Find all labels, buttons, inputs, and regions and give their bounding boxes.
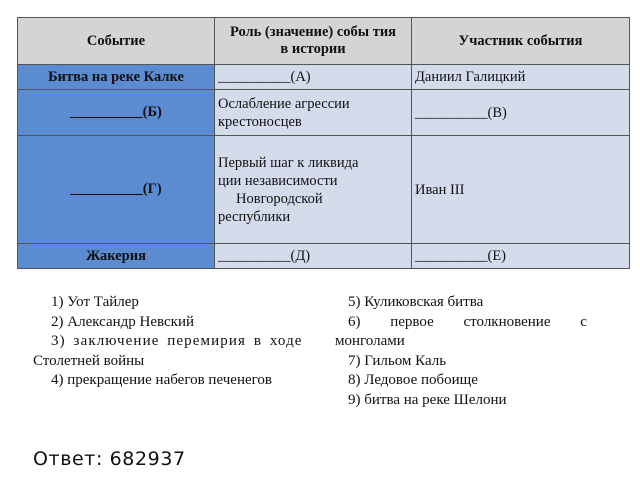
event-cell: Жакерия (18, 244, 215, 269)
participant-cell: Даниил Галицкий (412, 65, 630, 90)
option-item: 6) первое столкновение с (348, 313, 587, 330)
option-item: 1) Уот Тайлер (51, 294, 139, 310)
option-item: 8) Ледовое побоище (348, 372, 478, 388)
answer-text: Ответ: 682937 (33, 448, 186, 470)
option-item: 9) битва на реке Шелони (348, 391, 507, 408)
event-cell: __________(Б) (18, 90, 215, 136)
event-cell: __________(Г) (18, 136, 215, 244)
option-item: 4) прекращение набегов печенегов (51, 372, 272, 388)
role-cell: __________(А) (215, 65, 412, 90)
options-right-column (335, 293, 626, 410)
role-line: ции независимости (218, 172, 338, 189)
role-line: Первый шаг к ликвида (218, 154, 359, 171)
option-item: 5) Куликовская битва (348, 294, 484, 310)
option-item: 7) Гильом Каль (348, 352, 447, 369)
option-item-continuation: монголами (335, 333, 405, 349)
options-left-column (33, 293, 343, 391)
role-cell: Ослабление агрессии крестоносцев (215, 90, 412, 136)
events-table (17, 17, 630, 269)
header-role: Роль (значение) собы тия в истории (215, 18, 412, 65)
table-row (18, 244, 630, 269)
option-item: 3) заключение перемирия в ходе (51, 333, 303, 349)
role-line: республики (218, 208, 291, 225)
table-row (18, 90, 630, 136)
role-line: Новгородской (236, 190, 323, 207)
participant-cell: __________(В) (412, 90, 630, 136)
option-item-continuation: Столетней войны (33, 352, 145, 369)
option-item: 2) Александр Невский (51, 313, 195, 330)
role-cell: __________(Д) (215, 244, 412, 269)
table-header-row (18, 18, 630, 65)
event-cell: Битва на реке Калке (18, 65, 215, 90)
participant-cell: __________(Е) (412, 244, 630, 269)
header-participant: Участник события (412, 18, 630, 65)
header-event: Событие (18, 18, 215, 65)
role-cell (215, 136, 412, 244)
table-row (18, 136, 630, 244)
table-row (18, 65, 630, 90)
participant-cell: Иван III (412, 136, 630, 244)
